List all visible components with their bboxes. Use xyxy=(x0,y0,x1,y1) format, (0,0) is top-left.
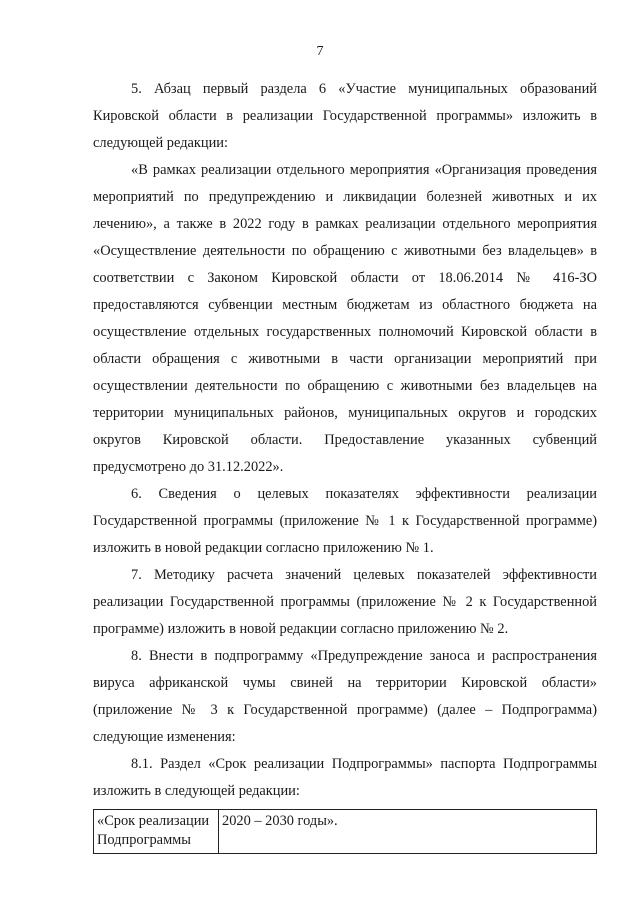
table-row xyxy=(94,810,597,854)
passport-table xyxy=(93,809,597,854)
paragraph-8-1: 8.1. Раздел «Срок реализации Подпрограммы» паспорта Подпрограммы изложить в следующей редакции: xyxy=(93,756,597,799)
document-body xyxy=(93,76,597,854)
page-number: 7 xyxy=(316,44,324,59)
paragraph-6: 6. Сведения о целевых показателях эффективности реализации Государственной программы (приложение № 1 к Государственной программе) изложить в новой редакции согласно приложению № 1. xyxy=(93,486,597,556)
paragraph-5-quote: «В рамках реализации отдельного мероприятия «Организация проведения мероприятий по предупреждению и ликвидации болезней животных и их лечению», а также в 2022 году в рамках реализации отдельного мероприятия «Осуществление деятельности по обращению с животными без владельцев» в соответствии с Законом Кировской области от 18.06.2014 № 416-ЗО предоставляются субвенции местным бюджетам из областного бюджета на осуществление отдельных государственных полномочий Кировской области в области обращения с животными в части организации мероприятий при осуществлении деятельности по обращению с животными без владельцев на территории муниципальных районов, муниципальных округов и городских округов Кировской области. Предоставление указанных субвенций предусмотрено до 31.12.2022». xyxy=(93,162,597,475)
paragraph-8: 8. Внести в подпрограмму «Предупреждение заноса и распространения вируса африканской чумы свиней на территории Кировской области» (приложение № 3 к Государственной программе) (далее – Подпрограмма) следующие изменения: xyxy=(93,648,597,745)
table-cell-value: 2020 – 2030 годы». xyxy=(219,810,597,854)
paragraph-7: 7. Методику расчета значений целевых показателей эффективности реализации Государственной программы (приложение № 2 к Государственной программе) изложить в новой редакции согласно приложению № 2. xyxy=(93,567,597,637)
table-cell-label: «Срок реализации Подпрограммы xyxy=(94,810,219,854)
paragraph-5: 5. Абзац первый раздела 6 «Участие муниципальных образований Кировской области в реализации Государственной программы» изложить в следующей редакции: xyxy=(93,81,597,151)
